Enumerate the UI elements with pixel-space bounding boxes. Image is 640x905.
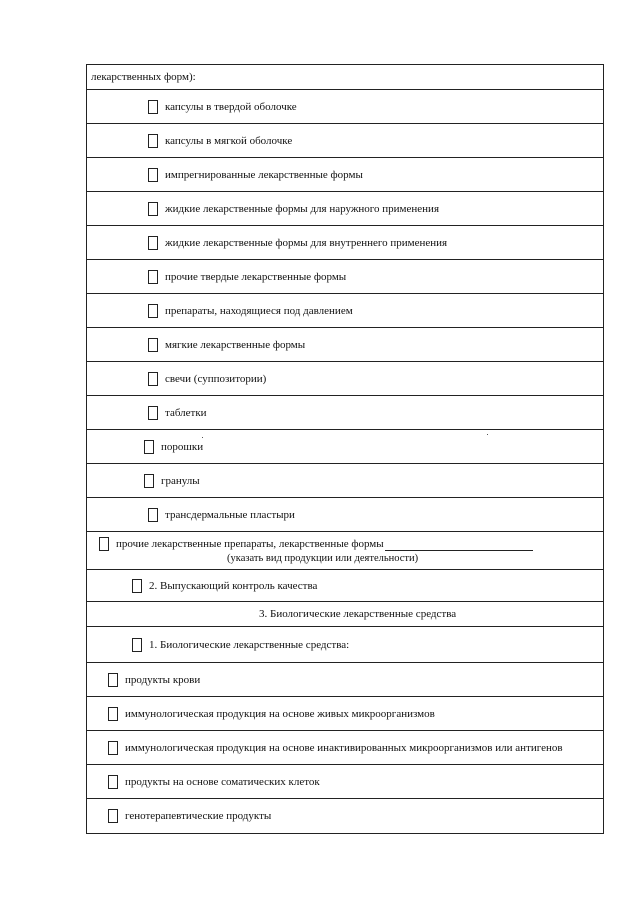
- release-control-checkbox[interactable]: [132, 579, 142, 593]
- other-products-hint: (указать вид продукции или деятельности): [227, 553, 419, 564]
- scan-speck: [487, 434, 488, 435]
- dosage-form-checkbox[interactable]: [144, 474, 154, 488]
- release-control-label: 2. Выпускающий контроль качества: [149, 580, 318, 592]
- dosage-form-row[interactable]: [87, 294, 603, 328]
- dosage-form-label: препараты, находящиеся под давлением: [165, 305, 353, 317]
- bio-item-label: генотерапевтические продукты: [125, 810, 272, 822]
- dosage-form-label: импрегнированные лекарственные формы: [165, 169, 363, 181]
- dosage-form-row[interactable]: [87, 498, 603, 532]
- bio-item-row[interactable]: [87, 799, 603, 833]
- dosage-form-checkbox[interactable]: [148, 134, 158, 148]
- bio-item-checkbox[interactable]: [108, 809, 118, 823]
- dosage-form-label: таблетки: [165, 407, 207, 419]
- dosage-form-row[interactable]: [87, 430, 603, 464]
- dosage-form-label: жидкие лекарственные формы для внутреннего применения: [165, 237, 448, 249]
- dosage-form-row[interactable]: [87, 464, 603, 498]
- section3-row: [87, 602, 603, 627]
- dosage-form-label: прочие твердые лекарственные формы: [165, 271, 347, 283]
- bio-item-label: иммунологическая продукция на основе инактивированных микроорганизмов или антигенов: [125, 742, 563, 754]
- bio-item-label: иммунологическая продукция на основе живых микроорганизмов: [125, 708, 435, 720]
- bio-subsection-checkbox[interactable]: [132, 638, 142, 652]
- release-control-row[interactable]: [87, 570, 603, 602]
- dosage-form-label: порошки: [161, 441, 204, 453]
- section3-title: 3. Биологические лекарственные средства: [259, 608, 457, 620]
- bio-item-checkbox[interactable]: [108, 707, 118, 721]
- dosage-form-checkbox[interactable]: [148, 406, 158, 420]
- dosage-form-row[interactable]: [87, 226, 603, 260]
- dosage-form-checkbox[interactable]: [148, 270, 158, 284]
- dosage-form-checkbox[interactable]: [148, 236, 158, 250]
- bio-item-checkbox[interactable]: [108, 741, 118, 755]
- dosage-form-row[interactable]: [87, 328, 603, 362]
- bio-item-label: продукты на основе соматических клеток: [125, 776, 320, 788]
- other-products-label: прочие лекарственные препараты, лекарственные формы: [116, 538, 384, 550]
- scan-speck: [202, 437, 203, 438]
- dosage-form-row[interactable]: [87, 124, 603, 158]
- other-products-blank-line[interactable]: [385, 550, 533, 551]
- dosage-form-row[interactable]: [87, 260, 603, 294]
- header-row: [87, 65, 603, 90]
- dosage-form-row[interactable]: [87, 362, 603, 396]
- other-products-checkbox[interactable]: [99, 537, 109, 551]
- dosage-form-label: свечи (суппозитории): [165, 373, 267, 385]
- dosage-form-row[interactable]: [87, 396, 603, 430]
- dosage-form-row[interactable]: [87, 158, 603, 192]
- other-products-row[interactable]: [87, 532, 603, 570]
- dosage-form-label: трансдермальные пластыри: [165, 509, 295, 521]
- bio-item-row[interactable]: [87, 697, 603, 731]
- dosage-form-label: гранулы: [161, 475, 200, 487]
- header-text: лекарственных форм):: [91, 71, 196, 83]
- dosage-form-label: жидкие лекарственные формы для наружного применения: [165, 203, 440, 215]
- dosage-form-label: капсулы в твердой оболочке: [165, 101, 297, 113]
- bio-item-checkbox[interactable]: [108, 775, 118, 789]
- dosage-form-checkbox[interactable]: [144, 440, 154, 454]
- dosage-form-label: капсулы в мягкой оболочке: [165, 135, 293, 147]
- bio-item-row[interactable]: [87, 663, 603, 697]
- dosage-form-row[interactable]: [87, 90, 603, 124]
- dosage-form-label: мягкие лекарственные формы: [165, 339, 306, 351]
- bio-subsection-row[interactable]: [87, 627, 603, 663]
- dosage-form-row[interactable]: [87, 192, 603, 226]
- dosage-form-checkbox[interactable]: [148, 508, 158, 522]
- bio-item-checkbox[interactable]: [108, 673, 118, 687]
- dosage-form-checkbox[interactable]: [148, 338, 158, 352]
- dosage-form-checkbox[interactable]: [148, 100, 158, 114]
- bio-item-row[interactable]: [87, 731, 603, 765]
- bio-subsection-label: 1. Биологические лекарственные средства:: [149, 639, 350, 651]
- dosage-form-checkbox[interactable]: [148, 202, 158, 216]
- bio-item-row[interactable]: [87, 765, 603, 799]
- bio-item-label: продукты крови: [125, 674, 201, 686]
- dosage-form-checkbox[interactable]: [148, 304, 158, 318]
- dosage-form-checkbox[interactable]: [148, 372, 158, 386]
- form-table: [86, 64, 604, 834]
- dosage-form-checkbox[interactable]: [148, 168, 158, 182]
